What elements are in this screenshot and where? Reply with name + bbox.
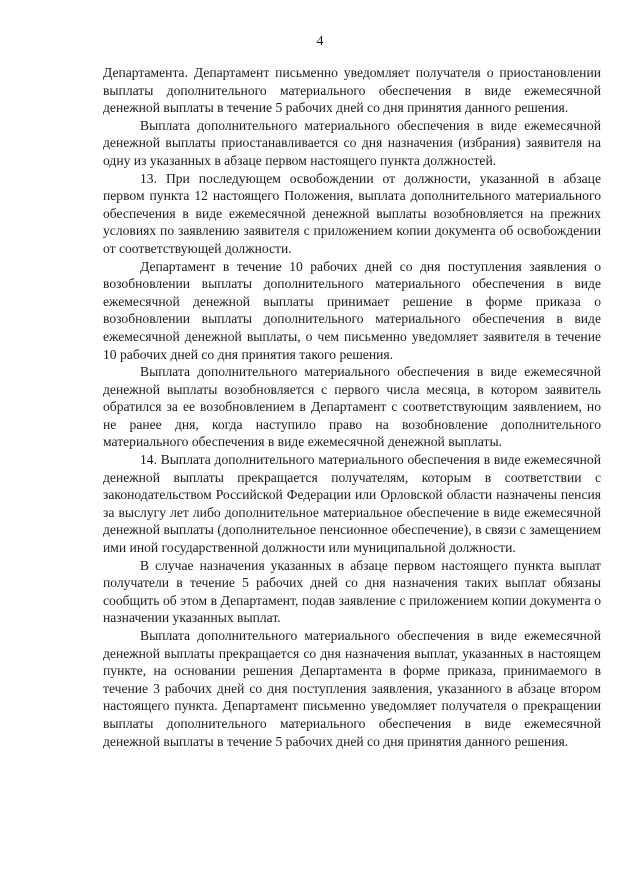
- paragraph-termination: Выплата дополнительного материального обеспечения в виде ежемесячной денежной выплаты прекращается со дня назначения выплат, указанных в настоящем пункте, на основании решения Департамента в форме приказа, принимаемого в течение 3 рабочих дней со дня поступления заявления, указанного в абзаце втором настоящего пункта. Департамент письменно уведомляет получателя о прекращении выплаты дополнительного материального обеспечения в виде ежемесячной денежной выплаты в течение 5 рабочих дней со дня принятия данного решения.: [103, 628, 601, 749]
- paragraph-item-13: 13. При последующем освобождении от должности, указанной в абзаце первом пункта 12 настоящего Положения, выплата дополнительного материального обеспечения в виде ежемесячной денежной выплаты возобновляется на прежних условиях по заявлению заявителя с приложением копии документа об освобождении от соответствующей должности.: [103, 170, 601, 256]
- paragraph-item-14: 14. Выплата дополнительного материального обеспечения в виде ежемесячной денежной выплаты прекращается получателям, которым в соответствии с законодательством Российской Федерации или Орловской области назначены пенсия за выслугу лет либо дополнительное материальное обеспечение в виде ежемесячной денежной выплаты (дополнительное пенсионное обеспечение), в связи с замещением ими иной государственной должности или муниципальной должности.: [103, 452, 601, 556]
- document-body: [103, 64, 601, 750]
- paragraph-resumption-date: Выплата дополнительного материального обеспечения в виде ежемесячной денежной выплаты возобновляется с первого числа месяца, в котором заявитель обратился за ее возобновлением в Департамент с соответствующим заявлением, но не ранее дня, когда наступило право на возобновление дополнительного материального обеспечения в виде ежемесячной денежной выплаты.: [103, 364, 601, 450]
- paragraph-suspension-date: Выплата дополнительного материального обеспечения в виде ежемесячной денежной выплаты приостанавливается со дня назначения (избрания) заявителя на одну из указанных в абзаце первом настоящего пункта должностей.: [103, 117, 601, 168]
- paragraph-suspension-notice: Департамента. Департамент письменно уведомляет получателя о приостановлении выплаты дополнительного материального обеспечения в виде ежемесячной денежной выплаты в течение 5 рабочих дней со дня принятия данного решения.: [103, 65, 601, 116]
- paragraph-resumption-decision: Департамент в течение 10 рабочих дней со дня поступления заявления о возобновлении выплаты дополнительного материального обеспечения в виде ежемесячной денежной выплаты принимает решение в форме приказа о возобновлении выплаты дополнительного материального обеспечения в виде ежемесячной денежной выплаты, о чем письменно уведомляет заявителя в течение 10 рабочих дней со дня принятия такого решения.: [103, 258, 601, 362]
- paragraph-notification-duty: В случае назначения указанных в абзаце первом настоящего пункта выплат получатели в течение 5 рабочих дней со дня назначения таких выплат обязаны сообщить об этом в Департамент, подав заявление с приложением копии документа о назначении указанных выплат.: [103, 557, 601, 626]
- page-number: 4: [316, 34, 324, 49]
